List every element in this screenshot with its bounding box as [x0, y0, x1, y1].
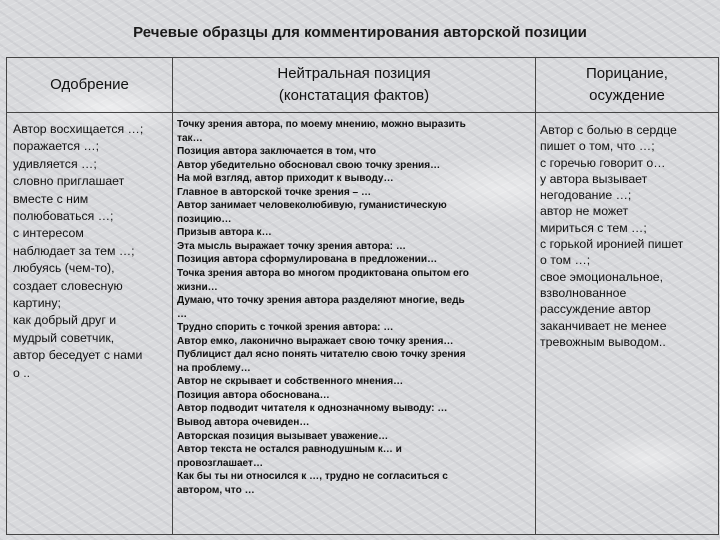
neutral-line: Как бы ты ни относился к …, трудно не согласиться с [177, 471, 448, 483]
censure-line: Автор с болью в сердце [540, 123, 677, 137]
approval-line: с интересом [13, 226, 84, 241]
neutral-line: так… [177, 132, 203, 144]
censure-line: с горечью говорит о… [540, 155, 666, 170]
header-censure-text: Порицание, осуждение [586, 65, 668, 104]
neutral-line: Думаю, что точку зрения автора разделяют многие, ведь [177, 295, 465, 307]
censure-line: рассуждение автор [540, 302, 651, 317]
header-neutral [173, 58, 536, 113]
approval-line: автор беседует с нами [13, 348, 143, 363]
neutral-line: Автор не скрывает и собственного мнения… [177, 376, 404, 388]
approval-line: наблюдает за тем …; [13, 243, 135, 258]
page-title: Речевые образцы для комментирования авторской позиции [133, 24, 587, 41]
neutral-line: Эта мысль выражает точку зрения автора: … [177, 240, 406, 252]
censure-line: автор не может [540, 204, 629, 219]
approval-line: полюбоваться …; [13, 209, 114, 224]
neutral-line: Главное в авторской точке зрения – … [177, 186, 372, 198]
censure-line: негодование …; [540, 188, 632, 203]
neutral-line: … [177, 308, 188, 320]
approval-line: создает словесную [13, 278, 123, 293]
neutral-line: Автор убедительно обосновал свою точку зрения… [177, 159, 441, 171]
table-body-row [7, 113, 719, 535]
neutral-line: автором, что … [177, 484, 255, 496]
censure-cell [536, 113, 719, 535]
neutral-line: Вывод автора очевиден… [177, 417, 310, 429]
neutral-line: Призыв автора к… [177, 227, 272, 239]
table-header-row [7, 58, 719, 113]
approval-line: удивляется …; [13, 156, 97, 171]
neutral-line: Трудно спорить с точкой зрения автора: … [177, 322, 394, 334]
censure-line: заканчивает не менее [540, 318, 667, 333]
neutral-line: Точку зрения автора, по моему мнению, можно выразить [177, 119, 466, 130]
censure-line: тревожным выводом.. [540, 334, 666, 349]
approval-line: вместе с ним [13, 191, 89, 206]
neutral-line: на проблему… [177, 362, 251, 374]
neutral-line: Автор подводит читателя к однозначному выводу: … [177, 403, 448, 415]
censure-line: у автора вызывает [540, 171, 648, 186]
censure-line: свое эмоциональное, [540, 269, 664, 284]
approval-line: о .. [13, 365, 31, 380]
neutral-line: позицию… [177, 213, 232, 225]
censure-line: пишет о том, что …; [540, 139, 655, 154]
neutral-line: Позиция автора обоснована… [177, 389, 330, 401]
neutral-line: провозглашает… [177, 457, 264, 469]
neutral-line: Точка зрения автора во многом продиктована опытом его [177, 268, 469, 280]
neutral-line: Позиция автора сформулирована в предложении… [177, 254, 438, 266]
phrases-table [6, 57, 719, 535]
neutral-line: Автор емко, лаконично выражает свою точку зрения… [177, 335, 454, 347]
approval-line: Автор восхищается …; [13, 122, 144, 136]
censure-line: мириться с тем …; [540, 220, 647, 235]
neutral-line: жизни… [177, 281, 218, 293]
approval-line: любуясь (чем-то), [13, 261, 115, 276]
censure-line: взволнованное [540, 285, 627, 300]
approval-line: мудрый советчик, [13, 330, 115, 345]
neutral-line: Автор занимает человеколюбивую, гуманистическую [177, 200, 447, 212]
neutral-line: Авторская позиция вызывает уважение… [177, 430, 389, 442]
censure-line: с горькой иронией пишет [540, 237, 684, 252]
neutral-cell [173, 113, 536, 535]
header-approval: Одобрение [7, 58, 173, 113]
header-neutral-text: Нейтральная позиция (констатация фактов) [277, 65, 431, 104]
approval-line: словно приглашает [13, 174, 125, 189]
approval-line: картину; [13, 296, 61, 311]
censure-line: о том …; [540, 253, 591, 268]
approval-line: поражается …; [13, 139, 100, 154]
header-censure [536, 58, 719, 113]
neutral-line: На мой взгляд, автор приходит к выводу… [177, 173, 394, 185]
neutral-line: Автор текста не остался равнодушным к… и [177, 444, 402, 456]
approval-line: как добрый друг и [13, 313, 117, 328]
neutral-line: Позиция автора заключается в том, что [177, 146, 377, 158]
approval-cell [7, 113, 173, 535]
neutral-line: Публицист дал ясно понять читателю свою точку зрения [177, 349, 466, 361]
